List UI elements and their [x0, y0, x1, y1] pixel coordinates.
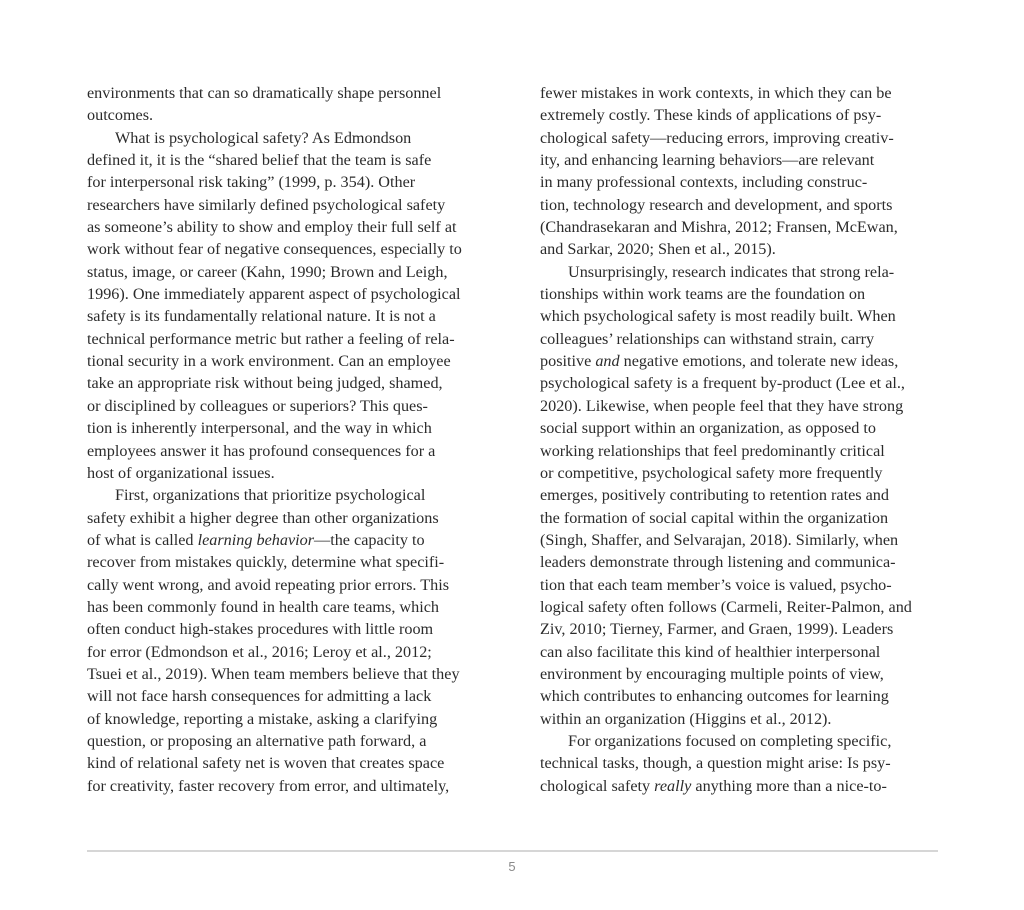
- text-segment: anything more than a nice-to-: [691, 776, 887, 795]
- text-segment: What is psychological safety? As Edmondson: [115, 128, 412, 147]
- text-line: [540, 507, 960, 529]
- text-line: [540, 216, 960, 238]
- text-segment: employees answer it has profound consequences for a: [87, 441, 436, 460]
- text-line: [87, 216, 507, 238]
- text-segment: First, organizations that prioritize psychological: [115, 486, 426, 505]
- text-line: [540, 194, 960, 216]
- text-line: [87, 663, 507, 685]
- text-column-right: [540, 82, 960, 797]
- text-line: [540, 283, 960, 305]
- page-number: 5: [508, 859, 516, 874]
- text-line: [540, 350, 960, 372]
- text-segment: leaders demonstrate through listening and communica-: [540, 553, 896, 572]
- text-line: [540, 730, 960, 752]
- text-segment: which contributes to enhancing outcomes for learning: [540, 687, 889, 706]
- text-segment: Tsuei et al., 2019). When team members believe that they: [87, 664, 460, 683]
- text-segment: emerges, positively contributing to retention rates and: [540, 486, 889, 505]
- text-segment: for creativity, faster recovery from error, and ultimately,: [87, 776, 450, 795]
- text-segment: positive: [540, 352, 596, 371]
- text-segment: environment by encouraging multiple points of view,: [540, 664, 884, 683]
- text-segment: (Chandrasekaran and Mishra, 2012; Fransen, McEwan,: [540, 218, 898, 237]
- text-line: [87, 417, 507, 439]
- text-segment: tion is inherently interpersonal, and the way in which: [87, 419, 432, 438]
- text-line: [87, 551, 507, 573]
- text-line: [540, 127, 960, 149]
- text-line: [87, 171, 507, 193]
- text-segment: cally went wrong, and avoid repeating prior errors. This: [87, 575, 450, 594]
- text-line: [87, 618, 507, 640]
- text-segment: technical tasks, though, a question might arise: Is psy-: [540, 754, 891, 773]
- text-line: [87, 305, 507, 327]
- text-line: [540, 149, 960, 171]
- text-segment: 2020). Likewise, when people feel that they have strong: [540, 396, 904, 415]
- text-line: [87, 752, 507, 774]
- text-segment: often conduct high-stakes procedures with little room: [87, 620, 434, 639]
- text-line: [540, 462, 960, 484]
- text-line: [540, 104, 960, 126]
- text-segment: defined it, it is the “shared belief that the team is safe: [87, 151, 432, 170]
- text-line: [540, 641, 960, 663]
- text-line: [540, 82, 960, 104]
- text-line: [540, 775, 960, 797]
- text-segment: recover from mistakes quickly, determine what specifi-: [87, 553, 445, 572]
- text-line: [87, 261, 507, 283]
- text-line: [87, 372, 507, 394]
- text-segment: psychological safety is a frequent by-product (Lee et al.,: [540, 374, 905, 393]
- text-line: [540, 574, 960, 596]
- text-segment: (Singh, Shaffer, and Selvarajan, 2018). Similarly, when: [540, 530, 899, 549]
- text-segment: work without fear of negative consequences, especially to: [87, 240, 462, 259]
- text-line: [540, 596, 960, 618]
- text-line: [87, 507, 507, 529]
- text-segment: for interpersonal risk taking” (1999, p. 354). Other: [87, 173, 416, 192]
- text-line: [87, 596, 507, 618]
- text-line: [540, 372, 960, 394]
- text-segment: kind of relational safety net is woven that creates space: [87, 754, 445, 773]
- text-segment: the formation of social capital within the organization: [540, 508, 889, 527]
- text-segment: or disciplined by colleagues or superiors? This ques-: [87, 396, 428, 415]
- text-line: [87, 574, 507, 596]
- text-segment: Ziv, 2010; Tierney, Farmer, and Graen, 1999). Leaders: [540, 620, 894, 639]
- text-line: [540, 328, 960, 350]
- text-segment: researchers have similarly defined psychological safety: [87, 195, 446, 214]
- text-line: [87, 529, 507, 551]
- text-line: [87, 395, 507, 417]
- text-segment: colleagues’ relationships can withstand strain, carry: [540, 329, 875, 348]
- text-segment: and Sarkar, 2020; Shen et al., 2015).: [540, 240, 776, 259]
- text-segment: or competitive, psychological safety more frequently: [540, 463, 883, 482]
- text-segment: of what is called: [87, 530, 198, 549]
- text-segment: environments that can so dramatically shape personnel: [87, 84, 442, 102]
- text-line: [87, 194, 507, 216]
- text-segment: within an organization (Higgins et al., 2012).: [540, 709, 832, 728]
- text-segment: tionships within work teams are the foundation on: [540, 285, 866, 304]
- text-segment: tion that each team member’s voice is valued, psycho-: [540, 575, 892, 594]
- text-line: [540, 238, 960, 260]
- italic-text: really: [654, 776, 692, 795]
- text-line: [540, 417, 960, 439]
- text-segment: question, or proposing an alternative path forward, a: [87, 731, 427, 750]
- text-line: [87, 127, 507, 149]
- text-segment: chological safety: [540, 776, 655, 795]
- text-segment: social support within an organization, as opposed to: [540, 419, 876, 438]
- text-segment: will not face harsh consequences for admitting a lack: [87, 687, 432, 706]
- text-line: [87, 283, 507, 305]
- text-segment: chological safety—reducing errors, improving creativ-: [540, 128, 894, 147]
- footer-divider: [87, 850, 938, 852]
- text-line: [540, 708, 960, 730]
- italic-text: and: [595, 352, 620, 371]
- text-line: [540, 305, 960, 327]
- text-segment: in many professional contexts, including construc-: [540, 173, 868, 192]
- text-line: [540, 663, 960, 685]
- text-line: [540, 685, 960, 707]
- text-segment: tional security in a work environment. Can an employee: [87, 352, 451, 371]
- text-line: [87, 775, 507, 797]
- text-line: [540, 529, 960, 551]
- text-line: [87, 462, 507, 484]
- text-line: [540, 261, 960, 283]
- text-segment: as someone’s ability to show and employ their full self at: [87, 218, 457, 237]
- text-line: [540, 551, 960, 573]
- text-line: [87, 641, 507, 663]
- text-segment: 1996). One immediately apparent aspect of psychological: [87, 285, 461, 304]
- italic-text: learning behavior: [197, 530, 315, 549]
- text-line: [87, 328, 507, 350]
- text-line: [540, 618, 960, 640]
- text-line: [540, 171, 960, 193]
- text-segment: tion, technology research and development, and sports: [540, 195, 893, 214]
- text-line: [87, 238, 507, 260]
- text-line: [87, 730, 507, 752]
- text-line: [540, 440, 960, 462]
- text-segment: technical performance metric but rather a feeling of rela-: [87, 329, 455, 348]
- text-segment: working relationships that feel predominantly critical: [540, 441, 885, 460]
- text-segment: Unsurprisingly, research indicates that strong rela-: [568, 262, 895, 281]
- text-segment: safety is its fundamentally relational nature. It is not a: [87, 307, 436, 326]
- text-line: [87, 104, 507, 126]
- text-column-left: [87, 82, 507, 797]
- text-line: [540, 395, 960, 417]
- text-segment: for error (Edmondson et al., 2016; Leroy et al., 2012;: [87, 642, 432, 661]
- text-segment: take an appropriate risk without being judged, shamed,: [87, 374, 443, 393]
- text-line: [87, 350, 507, 372]
- text-segment: logical safety often follows (Carmeli, Reiter-Palmon, and: [540, 597, 912, 616]
- text-line: [87, 685, 507, 707]
- text-segment: status, image, or career (Kahn, 1990; Brown and Leigh,: [87, 262, 448, 281]
- text-segment: For organizations focused on completing specific,: [568, 731, 892, 750]
- text-line: [540, 752, 960, 774]
- text-segment: ity, and enhancing learning behaviors—are relevant: [540, 151, 875, 170]
- text-segment: fewer mistakes in work contexts, in which they can be: [540, 84, 892, 102]
- text-line: [87, 708, 507, 730]
- text-segment: extremely costly. These kinds of applications of psy-: [540, 106, 882, 125]
- text-segment: —the capacity to: [314, 530, 425, 549]
- text-segment: has been commonly found in health care teams, which: [87, 597, 439, 616]
- text-segment: of knowledge, reporting a mistake, asking a clarifying: [87, 709, 438, 728]
- text-line: [87, 484, 507, 506]
- text-segment: outcomes.: [87, 106, 154, 125]
- text-line: [87, 149, 507, 171]
- text-line: [540, 484, 960, 506]
- text-segment: safety exhibit a higher degree than other organizations: [87, 508, 439, 527]
- text-segment: host of organizational issues.: [87, 463, 275, 482]
- text-line: [87, 440, 507, 462]
- text-line: [87, 82, 507, 104]
- text-segment: which psychological safety is most readily built. When: [540, 307, 896, 326]
- text-segment: can also facilitate this kind of healthier interpersonal: [540, 642, 881, 661]
- text-segment: negative emotions, and tolerate new ideas,: [619, 352, 899, 371]
